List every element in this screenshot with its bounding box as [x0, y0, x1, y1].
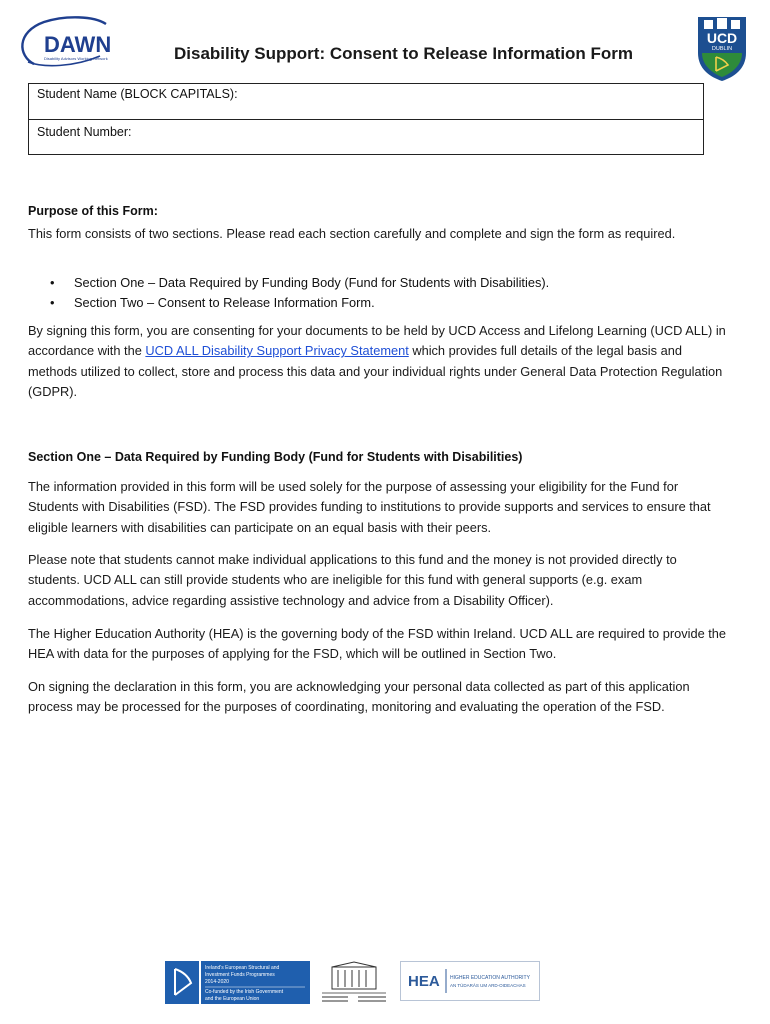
section-one-heading: Section One – Data Required by Funding Body (Fund for Students with Disabilities): [28, 450, 523, 464]
ucd-crest-logo: [696, 15, 748, 82]
list-item: • Section Two – Consent to Release Information Form.: [50, 293, 549, 313]
purpose-intro: This form consists of two sections. Please read each section carefully and complete and sign the form as required.: [28, 226, 676, 241]
student-number-label: Student Number:: [37, 125, 132, 139]
ucd-logo-text: UCD: [706, 30, 738, 46]
student-name-field[interactable]: [29, 84, 703, 119]
purpose-heading: Purpose of this Form:: [28, 204, 158, 218]
eu-logo-line-1: Ireland's European Structural and: [205, 965, 280, 971]
hea-logo-irish: AN TÚDARÁS UM ARD-OIDEACHAS: [450, 983, 526, 988]
dawn-logo-text: DAWN: [44, 32, 112, 57]
list-item: • Section One – Data Required by Funding Body (Fund for Students with Disabilities).: [50, 273, 549, 293]
eu-logo-line-3: 2014-2020: [205, 979, 229, 985]
privacy-statement-link[interactable]: UCD ALL Disability Support Privacy Statement: [145, 343, 409, 359]
consent-paragraph: [28, 321, 728, 403]
section-one-paragraph-2: Please note that students cannot make individual applications to this fund and the money is not provided directly to students. UCD ALL can still provide students who are ineligible for this fund with general supports (e.g. exam accommodations, advice regarding assistive technology and advice from a Disability Officer).: [28, 552, 677, 608]
section-one-paragraph-3: The Higher Education Authority (HEA) is the governing body of the FSD within Ireland. UCD ALL are required to provide the HEA with data for the purposes of applying for the FSD, which will be outlined in Section Two.: [28, 626, 727, 662]
section-one-paragraph-4: On signing the declaration in this form, you are acknowledging your personal data collected as part of this application process may be processed for the purposes of coordinating, monitoring and evaluating the operation of the FSD.: [28, 679, 690, 715]
department-building-logo: [318, 961, 390, 1004]
eu-logo-line-4: Co-funded by the Irish Government: [205, 989, 284, 995]
eu-logo-line-5: and the European Union: [205, 996, 260, 1002]
dawn-logo: [14, 12, 118, 70]
page-title: Disability Support: Consent to Release Information Form: [174, 44, 634, 63]
student-number-field[interactable]: [29, 119, 703, 154]
student-name-label: Student Name (BLOCK CAPITALS):: [37, 87, 238, 101]
eu-funds-logo: [165, 961, 310, 1004]
hea-logo: [400, 961, 540, 1001]
ucd-logo-subtext: DUBLIN: [711, 46, 733, 52]
consent-text-before: By signing this form, you are consenting for your documents to be held by UCD Access and Lifelong Learning (UCD ALL) in accordance with the: [28, 323, 726, 359]
hea-logo-name: HIGHER EDUCATION AUTHORITY: [450, 975, 530, 981]
sections-bullet-list: [50, 273, 549, 314]
student-details-box: [28, 83, 704, 155]
consent-text-after: which provides full details of the legal basis and methods utilized to collect, store and process this data and your individual rights under General Data Protection Regulation (GDPR).: [28, 343, 723, 400]
eu-logo-line-2: Investment Funds Programmes: [205, 972, 275, 978]
hea-logo-abbr: HEA: [408, 973, 440, 990]
section-one-paragraph-1: The information provided in this form will be used solely for the purpose of assessing your eligibility for the Fund for Students with Disabilities (FSD). The FSD provides funding to institutions to provide supports and services to ensure that eligible learners with disabilities can participate on an equal basis with their peers.: [28, 479, 711, 535]
dawn-logo-tagline: Disability Advisors Working Network: [44, 56, 108, 61]
